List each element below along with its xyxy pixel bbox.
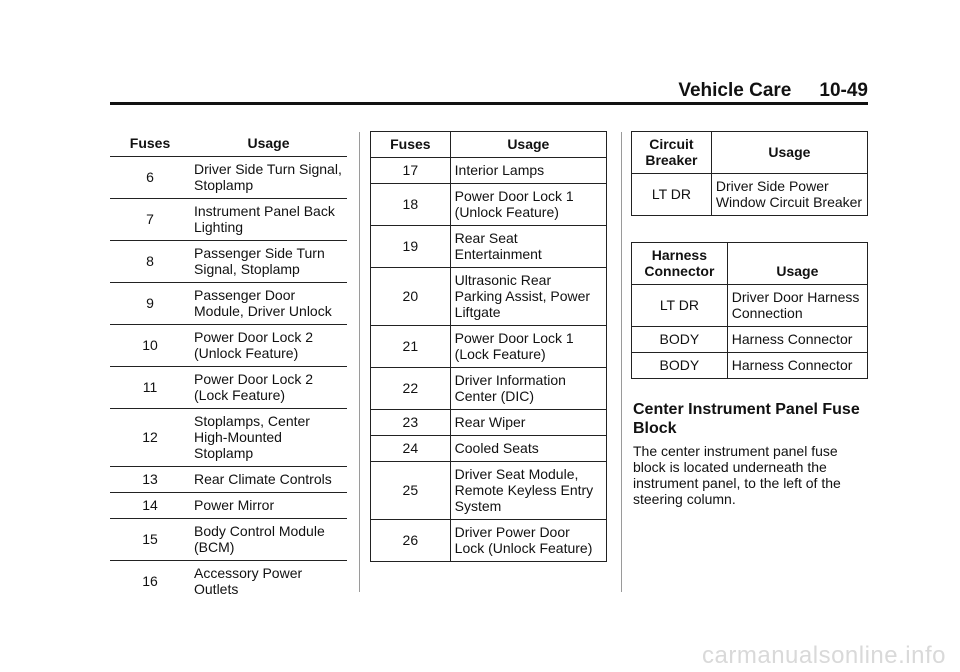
row-id-cell: 19 xyxy=(371,226,451,268)
usage-cell: Interior Lamps xyxy=(450,158,606,184)
usage-cell: Driver Side Power Window Circuit Breaker xyxy=(711,174,867,216)
usage-cell: Instrument Panel Back Lighting xyxy=(190,199,347,241)
row-id-cell: 24 xyxy=(371,436,451,462)
table-row xyxy=(632,174,868,216)
row-id-cell: 15 xyxy=(110,519,190,561)
row-id-cell: 10 xyxy=(110,325,190,367)
watermark: carmanualsonline.info xyxy=(702,642,946,669)
table-row xyxy=(110,199,347,241)
usage-cell: Driver Power Door Lock (Unlock Feature) xyxy=(450,520,606,562)
usage-cell: Stoplamps, Center High-Mounted Stoplamp xyxy=(190,409,347,467)
usage-cell: Driver Side Turn Signal, Stoplamp xyxy=(190,157,347,199)
table-row xyxy=(371,410,607,436)
row-id-cell: 7 xyxy=(110,199,190,241)
table-row xyxy=(371,368,607,410)
table-row xyxy=(632,285,868,327)
fuses-header: Fuses xyxy=(110,131,190,157)
section-title-header: Vehicle Care xyxy=(678,80,792,101)
usage-header: Usage xyxy=(190,131,347,157)
page-number: 10-49 xyxy=(819,80,868,101)
usage-cell: Power Mirror xyxy=(190,493,347,519)
usage-cell: Power Door Lock 2 (Lock Feature) xyxy=(190,367,347,409)
table-row xyxy=(371,268,607,326)
usage-cell: Harness Connector xyxy=(727,353,867,379)
row-id-cell: 17 xyxy=(371,158,451,184)
table-row xyxy=(371,226,607,268)
usage-header: Usage xyxy=(450,132,606,158)
table-header-row xyxy=(632,243,868,285)
table-row xyxy=(110,367,347,409)
row-id-cell: 21 xyxy=(371,326,451,368)
usage-cell: Power Door Lock 1 (Unlock Feature) xyxy=(450,184,606,226)
circuit-breaker-header: Circuit Breaker xyxy=(632,132,712,174)
table-row xyxy=(371,462,607,520)
fuse-table-2 xyxy=(370,131,607,562)
usage-cell: Power Door Lock 2 (Unlock Feature) xyxy=(190,325,347,367)
row-id-cell: 26 xyxy=(371,520,451,562)
table-row xyxy=(110,241,347,283)
row-id-cell: 25 xyxy=(371,462,451,520)
table-row xyxy=(371,520,607,562)
table-header-row xyxy=(371,132,607,158)
table-row xyxy=(371,436,607,462)
row-id-cell: 8 xyxy=(110,241,190,283)
usage-cell: Ultrasonic Rear Parking Assist, Power Liftgate xyxy=(450,268,606,326)
usage-cell: Driver Door Harness Connection xyxy=(727,285,867,327)
header-rule xyxy=(110,102,868,105)
usage-cell: Cooled Seats xyxy=(450,436,606,462)
usage-cell: Rear Wiper xyxy=(450,410,606,436)
page-header xyxy=(678,80,868,102)
usage-cell: Harness Connector xyxy=(727,327,867,353)
harness-connector-table xyxy=(631,242,868,379)
column-divider-2 xyxy=(621,132,622,592)
table-row xyxy=(110,467,347,493)
table-header-row xyxy=(110,131,347,157)
usage-cell: Driver Seat Module, Remote Keyless Entry System xyxy=(450,462,606,520)
table-row xyxy=(632,327,868,353)
row-id-cell: 16 xyxy=(110,561,190,603)
row-id-cell: 23 xyxy=(371,410,451,436)
row-id-cell: BODY xyxy=(632,353,728,379)
circuit-breaker-table xyxy=(631,131,868,216)
row-id-cell: 22 xyxy=(371,368,451,410)
usage-cell: Body Control Module (BCM) xyxy=(190,519,347,561)
table-row xyxy=(110,157,347,199)
section-heading: Center Instrument Panel Fuse Block xyxy=(633,401,860,437)
usage-cell: Driver Information Center (DIC) xyxy=(450,368,606,410)
row-id-cell: 12 xyxy=(110,409,190,467)
usage-cell: Rear Climate Controls xyxy=(190,467,347,493)
row-id-cell: 9 xyxy=(110,283,190,325)
fuses-header: Fuses xyxy=(371,132,451,158)
section-body: The center instrument panel fuse block is located underneath the instrument panel, to the left of the steering column. xyxy=(633,443,841,507)
table-row xyxy=(371,158,607,184)
table-row xyxy=(110,493,347,519)
table-row xyxy=(371,184,607,226)
row-id-cell: 18 xyxy=(371,184,451,226)
table-row xyxy=(110,561,347,603)
usage-cell: Power Door Lock 1 (Lock Feature) xyxy=(450,326,606,368)
usage-cell: Passenger Door Module, Driver Unlock xyxy=(190,283,347,325)
row-id-cell: LT DR xyxy=(632,174,712,216)
fuse-table-1 xyxy=(110,131,347,602)
table-row xyxy=(110,283,347,325)
usage-cell: Passenger Side Turn Signal, Stoplamp xyxy=(190,241,347,283)
harness-connector-header: Harness Connector xyxy=(632,243,728,285)
table-header-row xyxy=(632,132,868,174)
table-row xyxy=(110,519,347,561)
row-id-cell: 13 xyxy=(110,467,190,493)
usage-header: Usage xyxy=(727,243,867,285)
row-id-cell: 6 xyxy=(110,157,190,199)
table-row xyxy=(632,353,868,379)
row-id-cell: 11 xyxy=(110,367,190,409)
table-row xyxy=(110,409,347,467)
row-id-cell: 20 xyxy=(371,268,451,326)
row-id-cell: BODY xyxy=(632,327,728,353)
column-divider-1 xyxy=(359,132,360,592)
table-row xyxy=(110,325,347,367)
usage-header: Usage xyxy=(711,132,867,174)
usage-cell: Accessory Power Outlets xyxy=(190,561,347,603)
row-id-cell: 14 xyxy=(110,493,190,519)
row-id-cell: LT DR xyxy=(632,285,728,327)
usage-cell: Rear Seat Entertainment xyxy=(450,226,606,268)
table-row xyxy=(371,326,607,368)
